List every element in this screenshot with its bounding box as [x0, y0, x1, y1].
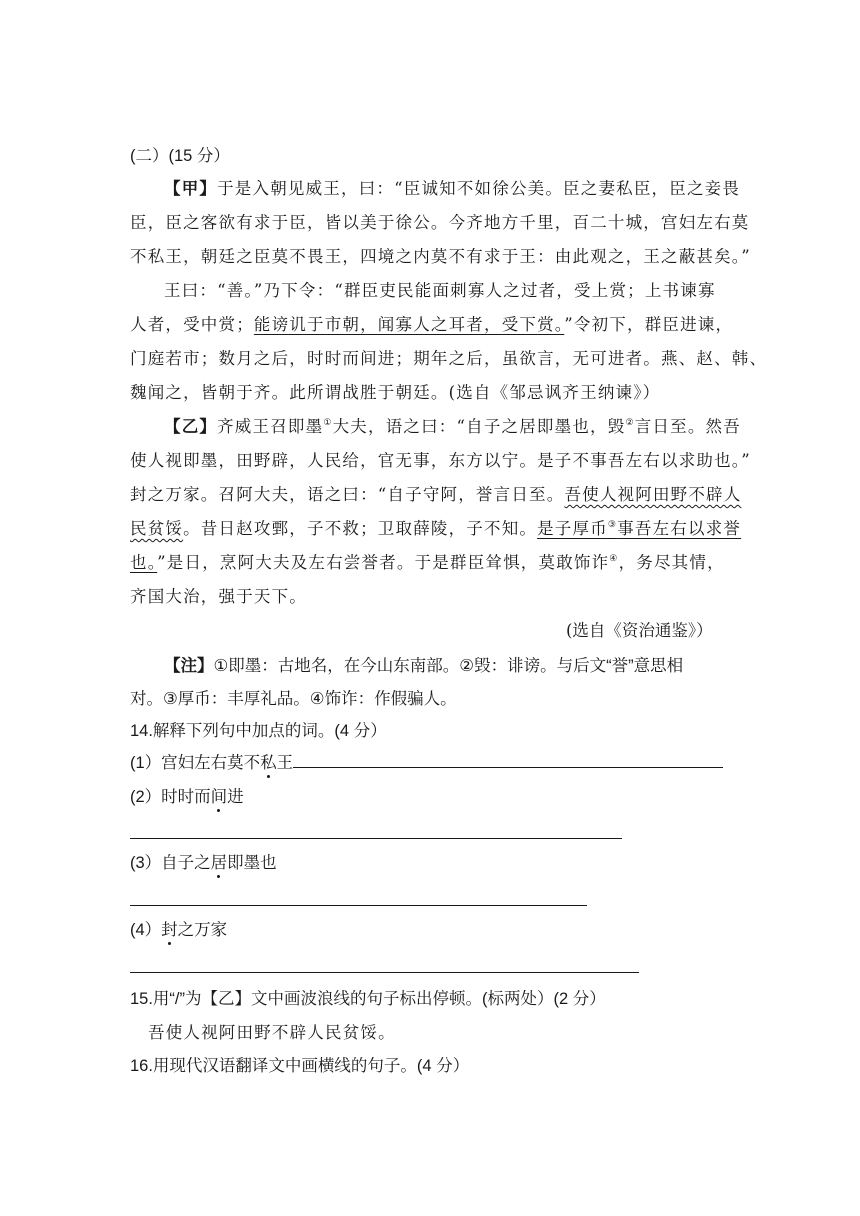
section-header: (二）(15 分） — [130, 147, 230, 165]
dotted-word-si: 私 — [260, 754, 277, 772]
yi-line-1: 【乙】齐威王召即墨①大夫，语之曰：“自子之居即墨也，毁②言日至。然吾 — [164, 417, 741, 436]
question-15-title: 15.用“/”为【乙】文中画波浪线的句子标出停顿。(标两处）(2 分） — [130, 990, 606, 1008]
jia-line-3: 不私王，朝廷之臣莫不畏王，四境之内莫不有求于王：由此观之，王之蔽甚矣。” — [130, 247, 751, 266]
answer-blank-4[interactable] — [130, 972, 639, 973]
q14-item-4: (4）封之万家 — [130, 921, 228, 939]
jia-line-1: 【甲】于是入朝见威王，曰：“臣诚知不如徐公美。臣之妻私臣，臣之妾畏 — [164, 179, 741, 198]
footnote-mark-2: ② — [625, 418, 635, 428]
dotted-word-ju: 居 — [210, 854, 228, 872]
question-16-title: 16.用现代汉语翻译文中画横线的句子。(4 分） — [130, 1057, 470, 1075]
yi-line-4: 民贫馁。昔日赵攻鄄，子不救；卫取薛陵，子不知。是子厚币③事吾左右以求誉 — [130, 519, 742, 538]
footnote-mark-1: ① — [323, 418, 333, 428]
yi-line-5: 也。”是日，烹阿大夫及左右尝誉者。于是群臣耸惧，莫敢饰诈④，务尽其情， — [130, 553, 725, 572]
answer-blank-3[interactable] — [130, 905, 587, 906]
yi-line-3: 封之万家。召阿大夫，语之曰：“自子守阿，誉言日至。吾使人视阿田野不辟人 — [130, 485, 742, 504]
q14-item-3: (3）自子之居即墨也 — [130, 854, 277, 872]
q14-item-1: (1）宫妇左右莫不私王 — [130, 752, 723, 774]
dotted-word-feng: 封 — [161, 921, 178, 939]
answer-blank-1[interactable] — [293, 752, 723, 768]
jia-tag: 【甲】 — [164, 179, 218, 198]
yi-line-6: 齐国大治，强于天下。 — [130, 587, 307, 606]
answer-blank-2[interactable] — [130, 838, 622, 839]
yi-tag: 【乙】 — [164, 417, 218, 436]
question-14-title: 14.解释下列句中加点的词。(4 分） — [130, 722, 387, 740]
q15-sentence: 吾使人视阿田野不辟人民贫馁。 — [148, 1023, 396, 1042]
underlined-sentence-yi-part-2: 也。 — [130, 553, 158, 572]
jia-p2-line-1: 王曰：“善。”乃下令：“群臣吏民能面刺寡人之过者，受上赏；上书谏寡 — [164, 281, 716, 300]
note-line-2: 对。③厚币：丰厚礼品。④饰诈：作假骗人。 — [130, 690, 457, 708]
footnote-mark-3: ③ — [607, 520, 618, 530]
wavy-sentence-part-2: 民贫馁 — [130, 519, 184, 538]
underlined-sentence-jia: 能谤讥于市朝，闻寡人之耳者，受下赏。 — [253, 315, 565, 334]
jia-p2-line-2: 人者，受中赏；能谤讥于市朝，闻寡人之耳者，受下赏。”令初下，群臣进谏， — [130, 315, 734, 334]
jia-line-2: 臣，臣之客欲有求于臣，皆以美于徐公。今齐地方千里，百二十城，宫妇左右莫 — [130, 213, 750, 232]
jia-p2-line-3: 门庭若市；数月之后，时时而间进；期年之后，虽欲言，无可进者。燕、赵、韩、 — [130, 349, 768, 368]
yi-line-2: 使人视即墨，田野辟，人民给，官无事，东方以宁。是子不事吾左右以求助也。” — [130, 451, 751, 470]
note-tag: 【注】 — [164, 657, 214, 675]
underlined-sentence-yi-part-1: 是子厚币③事吾左右以求誉 — [537, 519, 742, 538]
jia-p2-line-4: 魏闻之，皆朝于齐。此所谓战胜于朝廷。(选自《邹忌讽齐王纳谏》） — [130, 383, 661, 402]
footnote-mark-4: ④ — [609, 554, 619, 564]
wavy-sentence-part-1: 吾使人视阿田野不辟人 — [564, 485, 742, 504]
yi-source: (选自《资治通鉴》） — [566, 621, 713, 640]
dotted-word-jian: 间 — [210, 788, 228, 806]
note-line-1: 【注】①即墨：古地名，在今山东南部。②毁：诽谤。与后文“誉”意思相 — [164, 657, 684, 675]
q14-item-2: (2）时时而间进 — [130, 788, 244, 806]
